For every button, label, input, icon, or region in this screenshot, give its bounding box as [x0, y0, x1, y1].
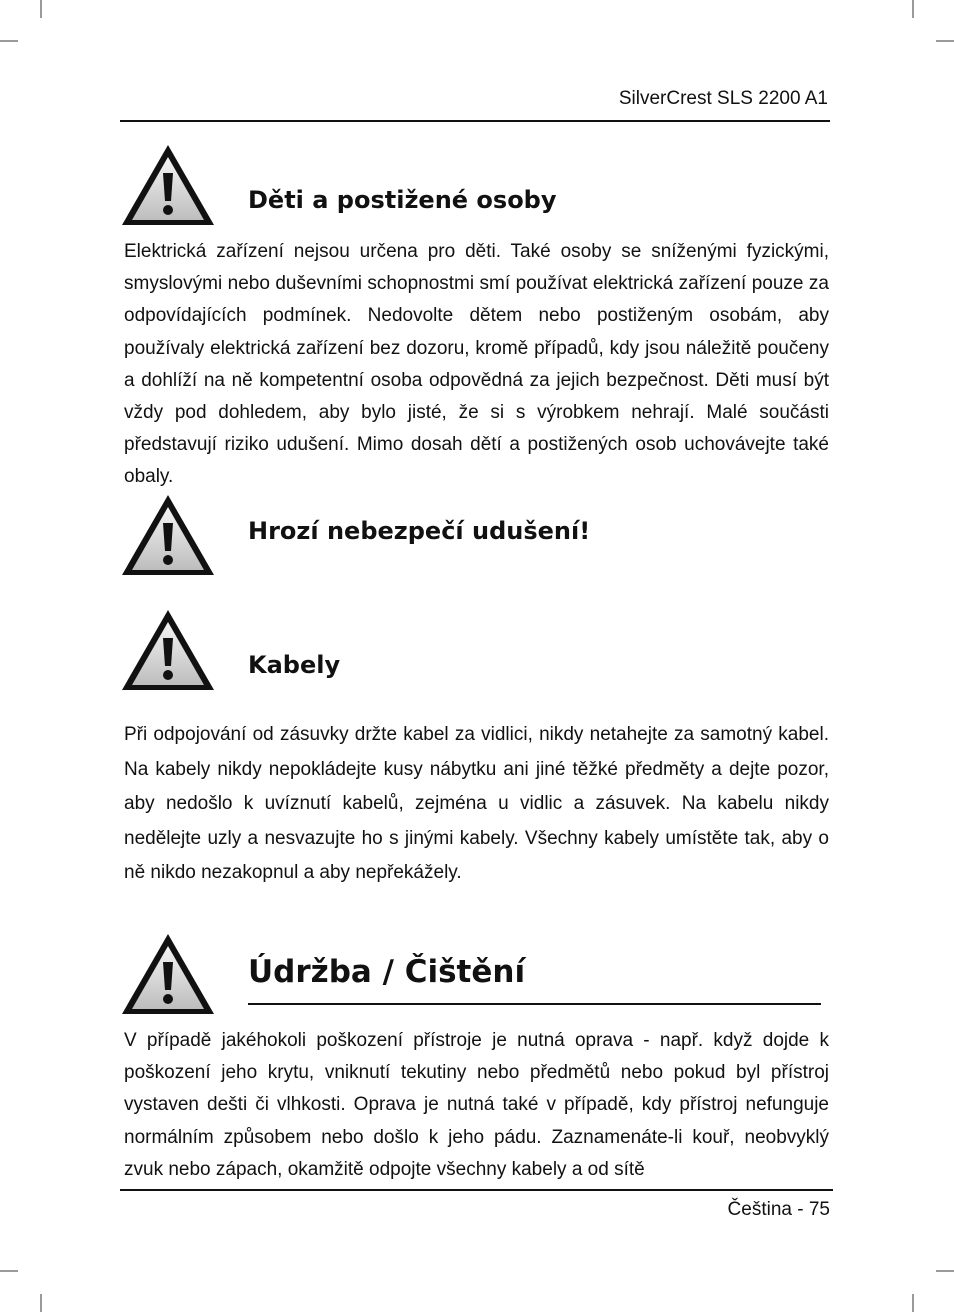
crop-mark	[912, 0, 914, 18]
crop-mark	[912, 1294, 914, 1312]
running-header: SilverCrest SLS 2200 A1	[618, 88, 828, 109]
crop-mark	[0, 1270, 18, 1272]
crop-mark	[40, 1294, 42, 1312]
section-body: Elektrická zařízení nejsou určena pro děti. Také osoby se sníženými fyzickými, smyslovými nebo duševními schopnostmi smí používat elektrická zařízení pouze za odpovídajících podmínek. Nedovolte dětem nebo postiženým osobám, aby používaly elektrická zařízení bez dozoru, kromě případů, kdy jsou náležitě poučeny a dohlíží na ně kompetentní osoba odpovědná za jejich bezpečnost. Děti musí být vždy pod dohledem, aby bylo jisté, že si s výrobkem nehrají. Malé součásti představují riziko udušení. Mimo dosah dětí a postižených osob uchovávejte také obaly.	[124, 241, 829, 488]
crop-mark	[936, 40, 954, 42]
crop-mark	[0, 40, 18, 42]
warning-triangle-icon	[120, 143, 216, 227]
warning-triangle-icon	[120, 932, 216, 1016]
title-rule	[248, 1003, 821, 1005]
warning-triangle-icon	[120, 608, 216, 692]
section-heading: Děti a postižené osoby	[248, 186, 557, 214]
footer-rule	[120, 1189, 833, 1191]
crop-mark	[40, 0, 42, 18]
section-heading: Hrozí nebezpečí udušení!	[248, 517, 591, 545]
crop-mark	[936, 1270, 954, 1272]
page-number: Čeština - 75	[727, 1199, 830, 1220]
warning-triangle-icon	[120, 493, 216, 577]
section-body: V případě jakéhokoli poškození přístroje je nutná oprava - např. když dojde k poškození jeho krytu, vniknutí tekutiny nebo předmětů nebo pokud byl přístroj vystaven dešti či vlhkosti. Oprava je nutná také v případě, kdy přístroj nefunguje normálním způsobem nebo došlo k jeho pádu. Zaznamenáte-li kouř, neobvyklý zvuk nebo zápach, okamžitě odpojte všechny kabely a od sítě	[124, 1030, 829, 1180]
section-body: Při odpojování od zásuvky držte kabel za vidlici, nikdy netahejte za samotný kabel. Na kabely nikdy nepokládejte kusy nábytku ani jiné těžké předměty a dejte pozor, aby nedošlo k uvíznutí kabelů, zejména u vidlic a zásuvek. Na kabelu nikdy nedělejte uzly a nesvazujte ho s jinými kabely. Všechny kabely umístěte tak, aby o ně nikdo nezakopnul a aby nepřekážely.	[124, 724, 829, 883]
chapter-title: Údržba / Čištění	[248, 954, 526, 990]
header-rule	[120, 120, 830, 122]
section-heading: Kabely	[248, 651, 341, 679]
